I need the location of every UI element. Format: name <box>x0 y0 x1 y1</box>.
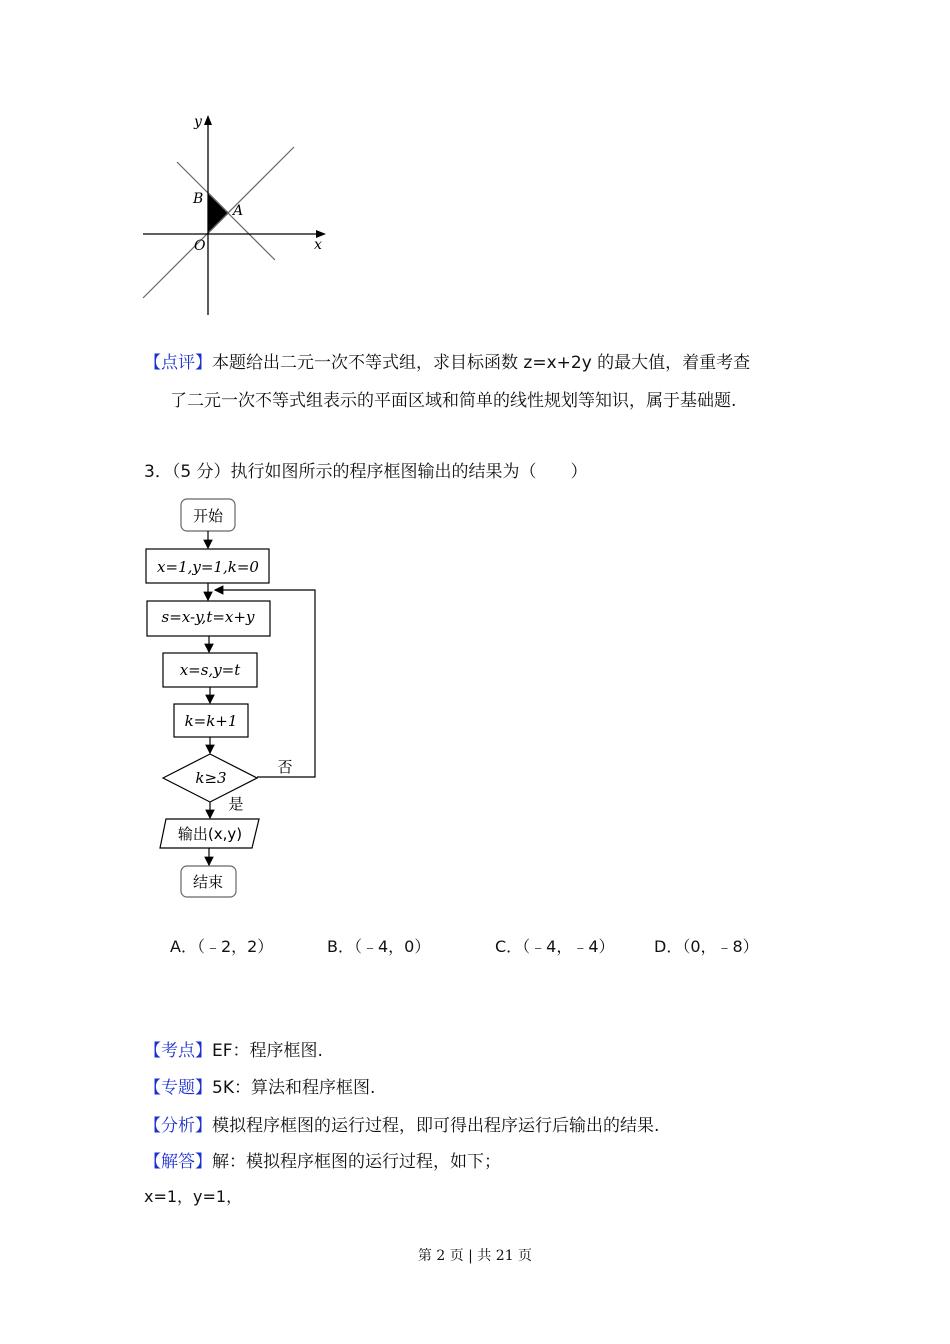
solution-line: x=1，y=1， <box>144 1187 243 1206</box>
section-tag: 【考点】 <box>144 1041 212 1061</box>
section-text: EF：程序框图. <box>212 1041 323 1061</box>
end-label: 结束 <box>192 873 224 891</box>
output-label: 输出(x,y) <box>177 825 243 843</box>
point-b-label: B <box>193 191 204 207</box>
comment-line-2: 了二元一次不等式组表示的平面区域和简单的线性规划等知识，属于基础题. <box>170 391 737 411</box>
section-tag: 【专题】 <box>144 1078 212 1098</box>
line-y-eq-x <box>143 147 294 298</box>
coordinate-graph <box>130 100 350 330</box>
yes-label: 是 <box>228 795 244 813</box>
x-label: x <box>314 237 322 253</box>
option-c: C．（﹣4，﹣4） <box>495 937 615 956</box>
start-label: 开始 <box>192 507 224 525</box>
comment-line-1 <box>144 352 750 374</box>
section-zhuanti <box>144 1077 375 1099</box>
comment-tag: 【点评】 <box>144 353 212 373</box>
flowchart <box>130 490 350 910</box>
section-tag: 【分析】 <box>144 1116 212 1136</box>
init-label: x=1,y=1,k=0 <box>157 558 259 576</box>
step3-label: k=k+1 <box>184 712 238 730</box>
y-label: y <box>194 114 202 130</box>
section-text: 5K：算法和程序框图. <box>212 1078 376 1098</box>
section-tag: 【解答】 <box>144 1152 212 1172</box>
line-decreasing <box>177 162 275 260</box>
section-text: 解：模拟程序框图的运行过程，如下； <box>212 1152 501 1172</box>
option-a: A．（﹣2，2） <box>170 937 274 956</box>
question-text: 3．（5 分）执行如图所示的程序框图输出的结果为（ ） <box>144 462 588 482</box>
page-footer: 第 2 页 | 共 21 页 <box>417 1248 533 1264</box>
step1-label: s=x-y,t=x+y <box>161 608 255 626</box>
comment-text: 本题给出二元一次不等式组，求目标函数 z=x+2y 的最大值，着重考查 <box>212 353 751 373</box>
section-jieda <box>144 1151 501 1173</box>
step2-label: x=s,y=t <box>179 661 241 679</box>
y-axis-arrow-icon <box>204 115 212 125</box>
origin-label: O <box>194 238 206 254</box>
section-fenxi <box>144 1115 659 1137</box>
no-label: 否 <box>277 758 293 776</box>
point-a-label: A <box>233 203 244 219</box>
option-d: D．（0，﹣8） <box>654 937 759 956</box>
section-text: 模拟程序框图的运行过程，即可得出程序运行后输出的结果. <box>212 1116 660 1136</box>
condition-label: k≥3 <box>195 769 227 787</box>
option-b: B．（﹣4，0） <box>327 937 431 956</box>
section-kaodian <box>144 1040 323 1062</box>
feasible-region <box>208 192 229 234</box>
